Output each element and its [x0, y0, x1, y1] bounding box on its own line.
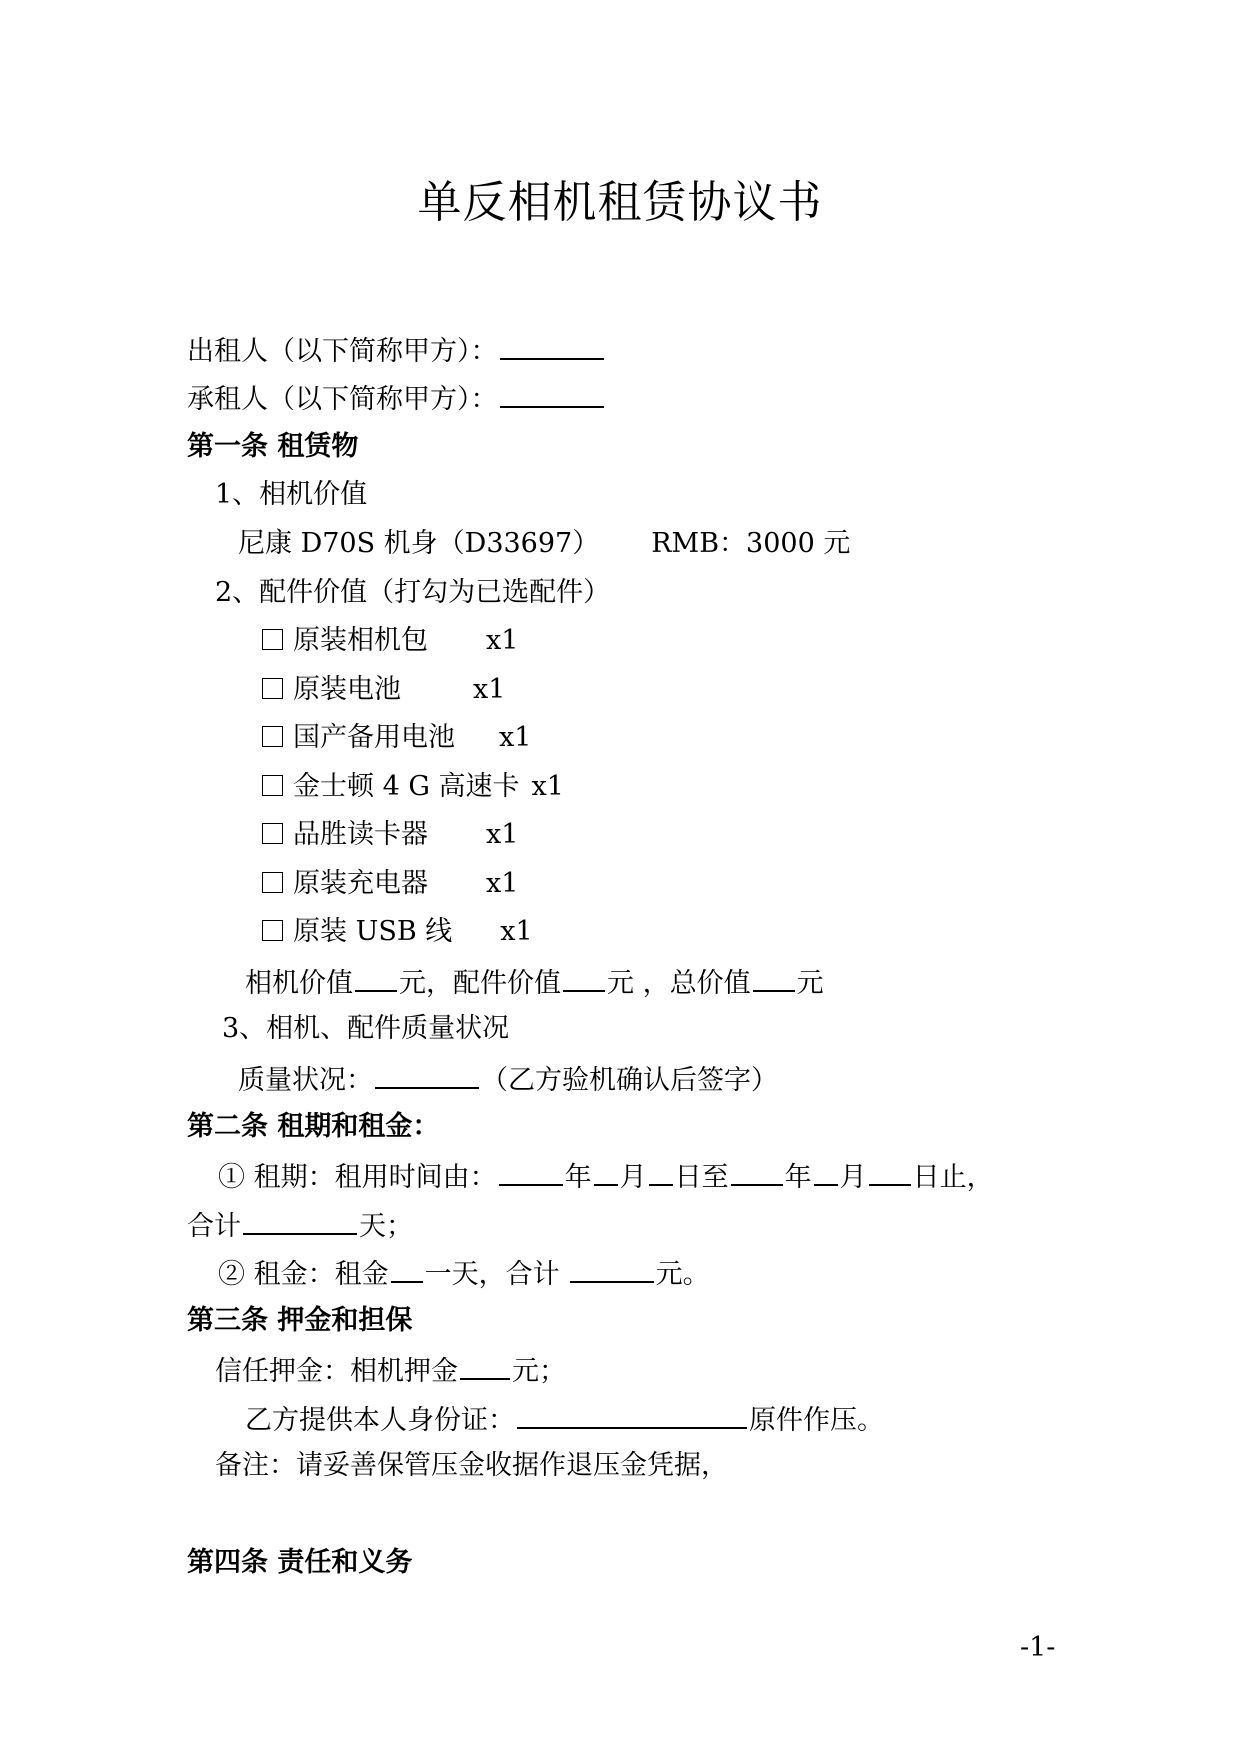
article1-heading: 第一条 租赁物 [187, 431, 359, 462]
lessee-line [187, 380, 606, 417]
accessory-name: 原装电池 [293, 674, 401, 705]
quality-blank[interactable] [375, 1061, 479, 1089]
term-prefix: ① 租期：租用时间由： [218, 1162, 497, 1193]
value-summary-line [245, 964, 824, 1001]
accessory-qty: x1 [473, 674, 506, 705]
camera-model: 尼康 D70S 机身（D33697） [238, 528, 600, 559]
start-month-blank[interactable] [594, 1158, 618, 1186]
start-year-blank[interactable] [499, 1158, 563, 1186]
accessory-item [262, 915, 533, 949]
accessory-item [262, 867, 518, 901]
total-value-blank[interactable] [753, 964, 795, 992]
total-rent-blank[interactable] [570, 1255, 654, 1283]
accessory-name: 原装 USB 线 [293, 916, 453, 947]
accessory-qty: x1 [500, 916, 533, 947]
accessory-name: 金士顿 4 G 高速卡 [293, 771, 520, 802]
term-day-to: 日至 [674, 1162, 729, 1193]
deposit-suffix: 元； [512, 1356, 566, 1387]
total-value-text: 元 ，总价值 [607, 968, 751, 999]
total-suffix: 天； [359, 1211, 413, 1242]
accessory-qty: x1 [486, 819, 519, 850]
accessory-qty: x1 [499, 722, 532, 753]
rental-term-line [218, 1158, 994, 1195]
accessory-qty: x1 [486, 868, 519, 899]
article4-heading: 第四条 责任和义务 [187, 1547, 413, 1578]
accessory-item [262, 673, 505, 707]
quality-line [238, 1061, 778, 1098]
total-days-line [187, 1207, 413, 1244]
camera-value-blank[interactable] [355, 964, 397, 992]
accessory-value-text: 元，配件价值 [399, 968, 561, 999]
article2-heading: 第二条 租期和租金： [187, 1111, 440, 1142]
quality-status-label: 3、相机、配件质量状况 [222, 1013, 510, 1044]
accessory-name: 国产备用电池 [293, 722, 455, 753]
term-month2: 月 [839, 1162, 867, 1193]
accessory-name: 原装充电器 [293, 868, 428, 899]
lessee-label: 承租人（以下简称甲方）： [187, 384, 498, 415]
accessory-checkbox[interactable] [262, 726, 283, 747]
camera-line [238, 527, 850, 561]
lessee-blank[interactable] [500, 380, 604, 408]
deposit-prefix: 信任押金：相机押金 [215, 1356, 458, 1387]
accessory-qty: x1 [486, 625, 519, 656]
rent-prefix: ② 租金：租金 [218, 1259, 389, 1290]
accessory-checkbox[interactable] [262, 823, 283, 844]
total-days-blank[interactable] [243, 1207, 357, 1235]
end-month-blank[interactable] [814, 1158, 838, 1186]
quality-label: 质量状况： [238, 1065, 373, 1096]
term-month1: 月 [619, 1162, 647, 1193]
end-year-blank[interactable] [731, 1158, 783, 1186]
term-year1: 年 [564, 1162, 592, 1193]
accessory-value-blank[interactable] [563, 964, 605, 992]
id-prefix: 乙方提供本人身份证： [245, 1405, 515, 1436]
accessory-checkbox[interactable] [262, 920, 283, 941]
deposit-line [215, 1352, 566, 1389]
accessory-qty: x1 [531, 771, 564, 802]
rent-mid: 一天，合计 [424, 1259, 560, 1290]
lessor-blank[interactable] [500, 332, 604, 360]
id-card-line [245, 1401, 884, 1438]
remark-line: 备注：请妥善保管压金收据作退压金凭据， [215, 1450, 728, 1481]
accessory-checkbox[interactable] [262, 678, 283, 699]
term-end: 日止， [912, 1162, 994, 1193]
accessory-name: 原装相机包 [293, 625, 428, 656]
document-title: 单反相机租赁协议书 [417, 177, 823, 228]
accessory-value-label: 2、配件价值（打勾为已选配件） [215, 577, 611, 608]
term-year2: 年 [784, 1162, 812, 1193]
accessory-checkbox[interactable] [262, 629, 283, 650]
id-card-blank[interactable] [517, 1401, 747, 1429]
accessory-item [262, 721, 531, 755]
end-day-blank[interactable] [869, 1158, 911, 1186]
accessory-checkbox[interactable] [262, 872, 283, 893]
total-prefix: 合计 [187, 1211, 241, 1242]
lessor-label: 出租人（以下简称甲方）： [187, 336, 498, 367]
accessory-item [262, 818, 518, 852]
accessory-name: 品胜读卡器 [293, 819, 428, 850]
rent-line [218, 1255, 710, 1292]
page-number: -1- [1020, 1632, 1056, 1663]
rent-suffix: 元。 [655, 1259, 710, 1290]
accessory-checkbox[interactable] [262, 775, 283, 796]
quality-note: （乙方验机确认后签字） [481, 1065, 778, 1096]
accessory-item [262, 624, 518, 658]
id-suffix: 原件作压。 [749, 1405, 884, 1436]
daily-rent-blank[interactable] [391, 1255, 423, 1283]
accessory-item [262, 770, 564, 804]
camera-price: RMB：3000 元 [651, 528, 851, 559]
camera-value-label: 1、相机价值 [215, 479, 368, 510]
deposit-blank[interactable] [460, 1352, 510, 1380]
article3-heading: 第三条 押金和担保 [187, 1305, 413, 1336]
total-value-unit: 元 [796, 968, 824, 999]
lessor-line [187, 332, 606, 369]
camera-value-text: 相机价值 [245, 968, 353, 999]
start-day-blank[interactable] [649, 1158, 673, 1186]
